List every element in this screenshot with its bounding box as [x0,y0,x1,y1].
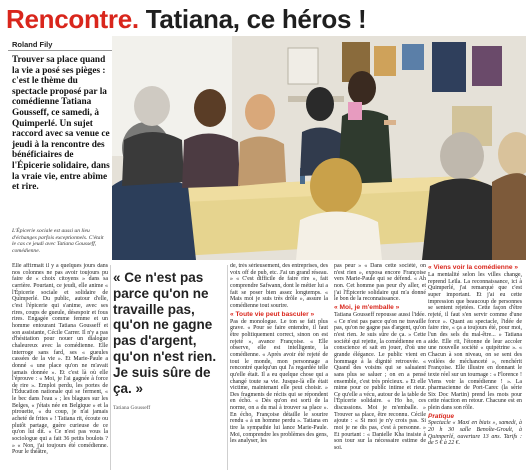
article-column-3 [334,263,426,473]
column-1-text: Elle affirmait il y a quelques jours dans nos colonnes ne pas avoir toujours pu faire de « choix citoyens » dans sa carrière. Pourtant, ce jeudi, elle anime « l'Épicerie sociale et solidaire de Quimperlé. Du public, autour d'elle, c'est l'épicerie qui s'anime, avec ses rires, coups de gueule, désespoir et fous rires. Engagée comme femme et un homme entourant Tatiana Gousseff et son assistante, Cécile Carrer. Il n'y a pas d'hésitation pour nouer un dialogue chaleureux avec la comédienne. Elle interroge sans fard, ses « gueules cassées de la vie ». Et Marie-Paule a donné « une place qu'on ne m'avait jamais donnée ». Et c'est là où elle l'éprouve : « Moi, je l'ai gagnée à force de rire ». Emploi perdu, les portes de l'Éducation nationale qui se ferment, « le bec dans l'eau » ; les blagues sur les Belges, « j'étais née en Belgique » et la pirouette, « du coup, je n'ai jamais acheté de frites » ! Tatiana rit, écoute ou plutôt partage, guère curieuse de ce qu'on lui dit. « Ce n'est pas vous la sociologue qui a fait 36 petits boulots ? » « Non, j'ai toujours été comédienne. Pour le théâtre, [12,263,108,456]
headline-title: Tatiana, ce héros ! [145,4,367,34]
pratique-text: Spectacle « Maxi en biais », samedi, à 20 h 30 salle Benoîte-Groult, à Quimperlé, ouverture 13 ans. Tarifs : de 5 € à 22 €. [428,420,522,447]
column-divider [227,265,228,470]
column-2-text-b: Pas de monologue. Le ton se fait plus grave. « Pour se faire entendre, il faut être politiquement correct, sinon on est rejeté », avance Françoise. « Elle observe, elle est intelligente, la comédienne. « Après avoir été rejeté de tout le monde, mon personnage a rencontré quelqu'un qui l'a regardée telle qu'elle était. Il a eu quelque chose qui a changé toute sa vie. Jusque-là elle était victime, maintenant elle peut choisir. » Des fragments de récits qui se répondent en écho. « Dès qu'on est sorti de la norme, on a du mal à trouver sa place ». En écho, Françoise détaille le sourire rendu « à un homme perdu ». Tatiana en tire la sympathie lui lance Marie-Paule. Moi, comprendre les problèmes des gens, les analyser, les [230,318,328,445]
byline: Roland Fily [12,40,53,49]
subheading: « Toute vie peut basculer » [230,310,315,318]
column-3-text-b: Tatiana Gousseff repousse aussi l'idée. « Ce n'est pas parce qu'on ne travaille pas, qu'on ne gagne pas d'argent, qu'on n'est rien. Je suis sûre de ça. » Cette société qui rejette, la comédienne en a conscience et sait en jouer, d'où une grande élégance. Le public vient en hommage à la dignité retrouvée. « Quand des voisins qui se saluaient sans plus se saluer ; on en a pensé ensemble, c'est très précieux. » Et elle mime pour ce public intime et rieur. Ce qu'elle a vécu, autour de la table de l'Épicerie solidaire. « Ho ho, ces discussions. Moi je m'emballe. » Trouver sa place, être reconnu. Cécile ajoute : « Si moi je n'y crois pas. Si moi je ne dis pas, c'est à personne. » Et pourtant : « Danielle Kha insiste à son tour sur la nécessaire estime de soi. [334,311,426,452]
headline [6,3,366,35]
top-rule [8,50,112,51]
article-column-2 [230,263,328,473]
pull-quote-credit: Tatiana Gousseff [113,405,151,411]
article-column-1 [12,263,108,473]
press-photo-icon [112,36,526,260]
press-photo [112,36,526,260]
headline-kicker: Rencontre. [6,4,139,34]
column-4-text: La mentalité selon les villes change, reprend Leïla. La reconnaissance, ici à Quimperlé, j'ai remarqué que c'est super important. Et j'ai eu cette impression que beaucoup de personnes se sentent rejetées. Cette façon d'être rejeté, il faut s'en servir comme d'une force ». Quant au spectacle, l'idée de faire rire, « ça a toujours été, pour moi, l'un des sels du mal-être... » Tatiana aide. Elle rit, l'étonne de leur accoler une nouvelle société « quipétrine ». « Chacun à son niveau, on se sent des voilées de méchanceté », renchérit Françoise. Elle illustre en donnant le texte réel sur un tournage : « Florence ! Viens voir la comédienne ! ». La pharmacienne de Port-Carec (la série Six Doc Martin) prend les mots pour cette réaction en retour. Chacune est en plein dans son rôle. [428,272,522,412]
pull-quote [113,270,223,420]
subheading: « Viens voir la comédienne » [428,264,519,271]
column-2-text: de, très sérieusement, des entreprises, des voix off de pub, etc. J'ai un grand réseau. » « C'est difficile de faire rire », fait comprendre Safwann, dont le métier lui a fait se poser bien assez longtemps. « Mais moi je suis très drôle », assure la comédienne tout sourire. [230,263,328,309]
pratique-label: Pratique [428,412,455,420]
pull-quote-text: « Ce n'est pas parce qu'on ne travaille pas, qu'on ne gagne pas d'argent, qu'on n'est rien. Je suis sûre de ça. » [113,270,217,396]
article-column-4 [428,263,522,473]
intro-paragraph: Trouver sa place quand la vie a posé ses pièges : c'est le thème du spectacle proposé par la comédienne Tatiana Gousseff, ce samedi, à Quimperlé. Un sujet raccord avec sa venue ce jeudi à la rencontre des bénéficiaires de l'Épicerie solidaire, dans la vraie vie, entre abîme et rire. [12,55,110,193]
column-divider [110,265,111,470]
photo-caption: L'Épicerie sociale est aussi un lieu d'échanges parfois exceptionnels. C'était le cas ce jeudi avec Tatiana Gousseff, comédienne. [12,228,104,254]
subheading: « Moi, je m'emballe » [334,303,400,311]
column-3-text: pas peur » « Dans cette société, on n'est rien », exposa encore Françoise vers Marie-Paule qui se défend. « Ah non. Cet homme pas peur d'y aller, et j'ai l'Épicerie solidaire qui m'a donné le bon de la reconnaissance. [334,263,426,303]
